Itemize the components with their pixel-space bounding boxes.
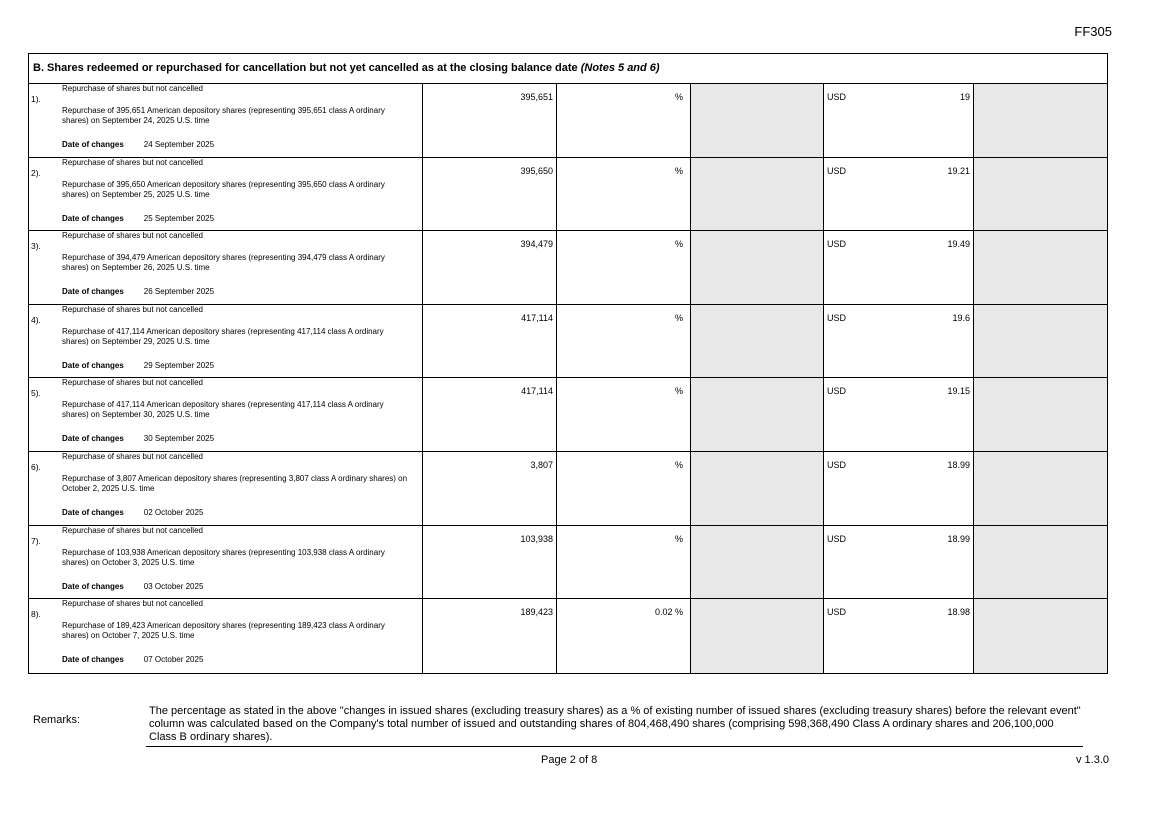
blank-cell bbox=[691, 305, 824, 378]
change-detail: Repurchase of 417,114 American depository shares (representing 417,114 class A ordinary shares) on September 30, 2025 U.S. time bbox=[62, 400, 384, 420]
blank-cell bbox=[974, 599, 1107, 673]
row-index: 8). bbox=[31, 609, 41, 620]
table-row bbox=[29, 599, 1107, 673]
table-row bbox=[29, 305, 1107, 379]
description-cell bbox=[29, 526, 423, 599]
currency: USD bbox=[827, 533, 847, 544]
date-label: Date of changes bbox=[62, 655, 124, 665]
currency: USD bbox=[827, 386, 847, 397]
shares-cell: 417,114 bbox=[423, 305, 557, 378]
percent-cell: % bbox=[557, 84, 691, 157]
shares-cell: 417,114 bbox=[423, 378, 557, 451]
price: 18.99 bbox=[947, 459, 970, 470]
version-label: v 1.3.0 bbox=[1075, 754, 1109, 766]
price: 18.99 bbox=[947, 533, 970, 544]
price-cell bbox=[824, 84, 974, 157]
description-cell bbox=[29, 378, 423, 451]
blank-cell bbox=[974, 378, 1107, 451]
footer-divider bbox=[146, 746, 1083, 747]
percent-cell: % bbox=[557, 231, 691, 304]
percent-cell: % bbox=[557, 378, 691, 451]
date-label: Date of changes bbox=[62, 140, 124, 149]
form-code: FF305 bbox=[1074, 24, 1112, 39]
currency: USD bbox=[827, 607, 847, 618]
table-row bbox=[29, 84, 1107, 158]
price-cell bbox=[824, 526, 974, 599]
blank-cell bbox=[691, 452, 824, 525]
change-type: Repurchase of shares but not cancelled bbox=[62, 599, 203, 609]
shares-cell: 189,423 bbox=[423, 599, 557, 673]
description-cell bbox=[29, 599, 423, 673]
date-label: Date of changes bbox=[62, 581, 124, 591]
blank-cell bbox=[691, 158, 824, 231]
change-type: Repurchase of shares but not cancelled bbox=[62, 304, 203, 314]
table-row bbox=[29, 526, 1107, 600]
date-value: 25 September 2025 bbox=[143, 213, 215, 223]
percent-cell: % bbox=[557, 158, 691, 231]
currency: USD bbox=[827, 165, 847, 176]
price: 18.98 bbox=[947, 607, 970, 618]
date-label: Date of changes bbox=[62, 287, 124, 297]
table-row bbox=[29, 378, 1107, 452]
blank-cell bbox=[974, 452, 1107, 525]
shares-cell: 395,651 bbox=[423, 84, 557, 157]
price-cell bbox=[824, 599, 974, 673]
percent-cell: % bbox=[557, 452, 691, 525]
price-cell bbox=[824, 158, 974, 231]
date-of-changes bbox=[62, 214, 214, 223]
currency: USD bbox=[827, 459, 847, 470]
date-value: 02 October 2025 bbox=[143, 507, 204, 517]
section-title-main: B. Shares redeemed or repurchased for cancellation but not yet cancelled as at the closing balance date bbox=[33, 62, 581, 74]
change-detail: Repurchase of 3,807 American depository shares (representing 3,807 class A ordinary shares) on October 2, 2025 U.S. time bbox=[62, 473, 408, 493]
row-index: 6). bbox=[31, 461, 41, 472]
row-index: 7). bbox=[31, 535, 41, 546]
percent-cell: 0.02 % bbox=[557, 599, 691, 673]
blank-cell bbox=[691, 84, 824, 157]
date-of-changes bbox=[62, 582, 203, 591]
date-value: 24 September 2025 bbox=[143, 140, 215, 149]
price-cell bbox=[824, 305, 974, 378]
date-value: 26 September 2025 bbox=[143, 287, 215, 297]
price: 19.21 bbox=[947, 165, 970, 176]
date-label: Date of changes bbox=[62, 213, 124, 223]
blank-cell bbox=[691, 599, 824, 673]
date-of-changes bbox=[62, 287, 214, 296]
shares-cell: 103,938 bbox=[423, 526, 557, 599]
blank-cell bbox=[974, 305, 1107, 378]
price-cell bbox=[824, 378, 974, 451]
price: 19.49 bbox=[947, 239, 970, 250]
price: 19.6 bbox=[952, 312, 970, 323]
row-index: 2). bbox=[31, 167, 41, 178]
date-value: 07 October 2025 bbox=[143, 655, 204, 665]
change-detail: Repurchase of 417,114 American depository shares (representing 417,114 class A ordinary shares) on September 29, 2025 U.S. time bbox=[62, 326, 384, 346]
date-value: 29 September 2025 bbox=[143, 360, 215, 370]
currency: USD bbox=[827, 312, 847, 323]
row-index: 4). bbox=[31, 314, 41, 325]
table-row bbox=[29, 158, 1107, 232]
date-of-changes bbox=[62, 508, 203, 517]
percent-cell: % bbox=[557, 305, 691, 378]
change-detail: Repurchase of 103,938 American depository shares (representing 103,938 class A ordinary shares) on October 3, 2025 U.S. time bbox=[62, 547, 385, 567]
shares-cell: 394,479 bbox=[423, 231, 557, 304]
remarks-text: The percentage as stated in the above "changes in issued shares (excluding treasury shares) as a % of existing number of issued shares (excluding treasury shares) before the relevant event" column was calculated based on the Company's total number of issued and outstanding shares of 804,468,490 shares (comprising 598,368,490 Class A ordinary shares and 206,100,000 Class B ordinary shares). bbox=[149, 705, 1081, 743]
description-cell bbox=[29, 305, 423, 378]
blank-cell bbox=[691, 378, 824, 451]
price-cell bbox=[824, 231, 974, 304]
change-type: Repurchase of shares but not cancelled bbox=[62, 525, 203, 535]
description-cell bbox=[29, 231, 423, 304]
shares-cell: 3,807 bbox=[423, 452, 557, 525]
blank-cell bbox=[974, 158, 1107, 231]
change-detail: Repurchase of 394,479 American depository shares (representing 394,479 class A ordinary shares) on September 26, 2025 U.S. time bbox=[62, 253, 385, 273]
change-type: Repurchase of shares but not cancelled bbox=[62, 157, 203, 167]
section-title bbox=[29, 54, 1107, 84]
blank-cell bbox=[974, 231, 1107, 304]
change-detail: Repurchase of 395,650 American depository shares (representing 395,650 class A ordinary shares) on September 25, 2025 U.S. time bbox=[62, 179, 385, 199]
date-value: 03 October 2025 bbox=[143, 581, 204, 591]
change-type: Repurchase of shares but not cancelled bbox=[62, 231, 203, 241]
description-cell bbox=[29, 84, 423, 157]
change-type: Repurchase of shares but not cancelled bbox=[62, 378, 203, 388]
section-title-notes: (Notes 5 and 6) bbox=[580, 62, 660, 74]
price: 19 bbox=[959, 92, 970, 102]
row-index: 1). bbox=[31, 94, 41, 104]
page-number: Page 2 of 8 bbox=[541, 754, 598, 766]
shares-cell: 395,650 bbox=[423, 158, 557, 231]
date-label: Date of changes bbox=[62, 434, 124, 444]
repurchase-table bbox=[28, 53, 1108, 674]
date-label: Date of changes bbox=[62, 507, 124, 517]
row-index: 5). bbox=[31, 388, 41, 399]
date-of-changes bbox=[62, 361, 214, 370]
date-value: 30 September 2025 bbox=[143, 434, 215, 444]
price-cell bbox=[824, 452, 974, 525]
date-label: Date of changes bbox=[62, 360, 124, 370]
price: 19.15 bbox=[947, 386, 970, 397]
change-type: Repurchase of shares but not cancelled bbox=[62, 84, 203, 93]
date-of-changes bbox=[62, 140, 214, 149]
row-index: 3). bbox=[31, 241, 41, 252]
change-type: Repurchase of shares but not cancelled bbox=[62, 451, 203, 461]
description-cell bbox=[29, 452, 423, 525]
table-row bbox=[29, 452, 1107, 526]
remarks-label: Remarks: bbox=[33, 714, 81, 726]
blank-cell bbox=[974, 526, 1107, 599]
date-of-changes bbox=[62, 655, 203, 664]
percent-cell: % bbox=[557, 526, 691, 599]
blank-cell bbox=[691, 526, 824, 599]
date-of-changes bbox=[62, 434, 214, 443]
description-cell bbox=[29, 158, 423, 231]
change-detail: Repurchase of 395,651 American depository shares (representing 395,651 class A ordinary shares) on September 24, 2025 U.S. time bbox=[62, 106, 385, 125]
blank-cell bbox=[691, 231, 824, 304]
currency: USD bbox=[827, 239, 847, 250]
blank-cell bbox=[974, 84, 1107, 157]
table-row bbox=[29, 231, 1107, 305]
change-detail: Repurchase of 189,423 American depository shares (representing 189,423 class A ordinary shares) on October 7, 2025 U.S. time bbox=[62, 621, 385, 641]
currency: USD bbox=[827, 92, 847, 102]
